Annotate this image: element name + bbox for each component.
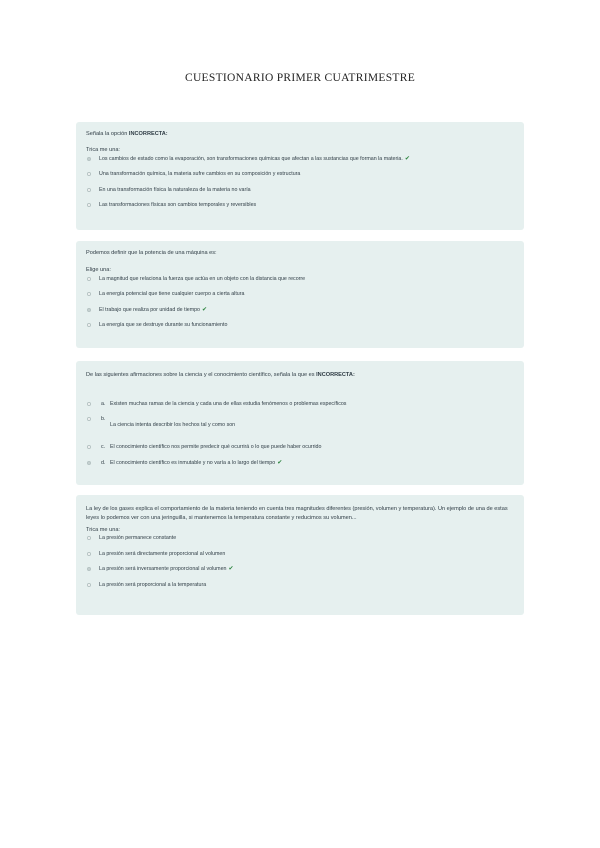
option-text: La presión permanece constante bbox=[99, 535, 177, 541]
option[interactable] bbox=[86, 172, 514, 188]
radio-button[interactable] bbox=[87, 583, 91, 587]
option-text: La energía potencial que tiene cualquier cuerpo a cierta altura bbox=[99, 291, 245, 297]
question-prompt: La ley de los gases explica el comportamiento de la materia teniendo en cuenta tres magnitudes diferentes (presión, volumen y temperatura). Un ejemplo de una de estas leyes lo podemos ver con una jeringuilla, si mantenemos la temperatura constante y reducimos su volumen... bbox=[86, 506, 508, 521]
option-letter: c. bbox=[101, 444, 106, 450]
checkmark-icon: ✔ bbox=[228, 566, 234, 572]
option-text: La magnitud que relaciona la fuerza que actúa en un objeto con la distancia que recorre bbox=[99, 275, 306, 282]
option[interactable] bbox=[86, 323, 514, 339]
option-text: La presión será inversamente proporcional al volumen bbox=[99, 566, 227, 572]
radio-button[interactable] bbox=[87, 308, 91, 312]
question-prompt bbox=[86, 130, 514, 139]
option[interactable] bbox=[86, 292, 514, 308]
option[interactable] bbox=[86, 583, 514, 599]
option[interactable] bbox=[86, 308, 514, 324]
option-letter: a. bbox=[101, 400, 106, 407]
question-card-4 bbox=[76, 495, 524, 615]
option[interactable] bbox=[86, 445, 514, 461]
radio-button[interactable] bbox=[87, 323, 91, 327]
option[interactable] bbox=[86, 402, 514, 418]
option[interactable] bbox=[86, 188, 514, 204]
checkmark-icon: ✔ bbox=[202, 306, 208, 313]
question-card-1 bbox=[76, 122, 524, 230]
prompt-bold: INCORRECTA: bbox=[316, 372, 355, 378]
option[interactable] bbox=[86, 552, 514, 568]
radio-button[interactable] bbox=[87, 461, 91, 465]
option-letter: b. bbox=[101, 416, 106, 422]
prompt-text: Señala la opción bbox=[86, 131, 129, 137]
radio-button[interactable] bbox=[87, 445, 91, 449]
instruction: Elige una: bbox=[86, 266, 111, 273]
option-text: El conocimiento científico nos permite predecir qué ocurrirá o lo que puede haber ocurrido bbox=[110, 444, 322, 450]
option[interactable] bbox=[86, 157, 514, 173]
option-letter: d. bbox=[101, 459, 106, 466]
option-text: Una transformación química, la materia sufre cambios en su composición y estructura bbox=[99, 171, 301, 177]
option[interactable] bbox=[86, 277, 514, 293]
instruction: Trica me una: bbox=[86, 527, 120, 533]
radio-button[interactable] bbox=[87, 292, 91, 296]
question-card-2 bbox=[76, 241, 524, 348]
option[interactable] bbox=[86, 203, 514, 219]
option-text: En una transformación física la naturaleza de la materia no varía bbox=[99, 186, 251, 193]
option-text: El trabajo que realiza por unidad de tiempo bbox=[99, 306, 201, 313]
radio-button[interactable] bbox=[87, 172, 91, 176]
radio-button[interactable] bbox=[87, 552, 91, 556]
option[interactable] bbox=[86, 461, 514, 477]
option[interactable] bbox=[86, 536, 514, 552]
option-text: Las transformaciones físicas son cambios temporales y reversibles bbox=[99, 202, 257, 208]
checkmark-icon: ✔ bbox=[404, 155, 410, 162]
question-prompt bbox=[86, 371, 514, 380]
radio-button[interactable] bbox=[87, 203, 91, 207]
radio-button[interactable] bbox=[87, 417, 91, 421]
option[interactable] bbox=[86, 417, 514, 445]
question-prompt: Podemos definir que la potencia de una máquina es: bbox=[86, 250, 217, 256]
radio-button[interactable] bbox=[87, 277, 91, 281]
radio-button[interactable] bbox=[87, 157, 91, 161]
page-title: CUESTIONARIO PRIMER CUATRIMESTRE bbox=[184, 72, 416, 84]
prompt-bold: INCORRECTA: bbox=[128, 131, 168, 137]
option-text: La ciencia intenta describir los hechos tal y como son bbox=[110, 422, 236, 428]
radio-button[interactable] bbox=[87, 536, 91, 540]
option-text: Existen muchas ramas de la ciencia y cada una de ellas estudia fenómenos o problemas específicos bbox=[110, 400, 347, 407]
option-text: La presión será directamente proporcional al volumen bbox=[99, 550, 226, 557]
radio-button[interactable] bbox=[87, 402, 91, 406]
option-text: El conocimiento científico es inmutable y no varía a lo largo del tiempo bbox=[110, 459, 276, 466]
prompt-text: De las siguientes afirmaciones sobre la ciencia y el conocimiento científico, señala la que es bbox=[86, 372, 317, 378]
instruction: Trica me una: bbox=[86, 146, 120, 153]
option[interactable] bbox=[86, 567, 514, 583]
option-text: La presión será proporcional a la temperatura bbox=[99, 581, 207, 588]
option-text: Los cambios de estado como la evaporación, son transformaciones químicas que afectan a las sustancias que forman la materia. bbox=[99, 155, 403, 162]
checkmark-icon: ✔ bbox=[277, 459, 283, 466]
question-card-3 bbox=[76, 361, 524, 485]
radio-button[interactable] bbox=[87, 188, 91, 192]
radio-button[interactable] bbox=[87, 567, 91, 571]
option-text: La energía que se destruye durante su funcionamiento bbox=[99, 322, 228, 328]
